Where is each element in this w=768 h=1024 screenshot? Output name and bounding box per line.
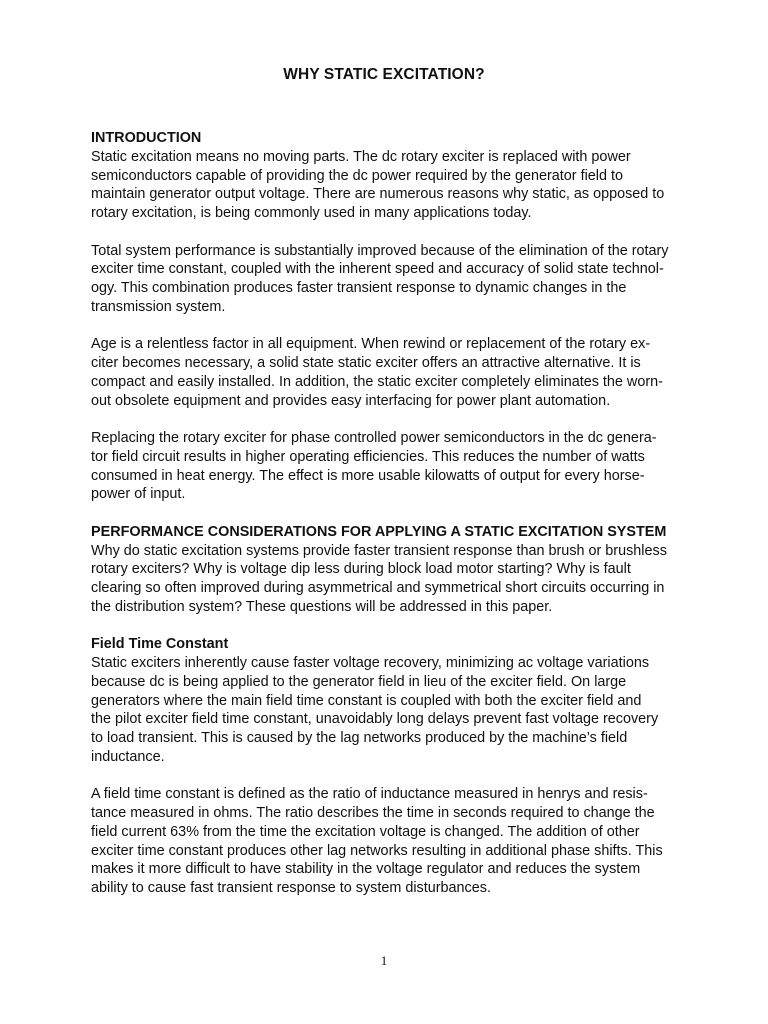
document-body: [91, 129, 703, 917]
section-heading: Field Time Constant: [91, 636, 229, 653]
text-line: A field time constant is defined as the ratio of inductance measured in henrys and resis-: [91, 786, 648, 803]
text-line: Why do static excitation systems provide faster transient response than brush or brushless: [91, 542, 667, 559]
text-line: field current 63% from the time the excitation voltage is changed. The addition of other: [91, 823, 640, 840]
document-title: WHY STATIC EXCITATION?: [283, 66, 485, 83]
text-line: Static excitation means no moving parts. The dc rotary exciter is replaced with power: [91, 148, 631, 165]
text-line: generators where the main field time constant is coupled with both the exciter field and: [91, 692, 642, 709]
text-line: Total system performance is substantially improved because of the elimination of the rotary: [91, 242, 669, 259]
text-line: clearing so often improved during asymmetrical and symmetrical short circuits occurring in: [91, 580, 665, 596]
paragraph: [91, 542, 703, 617]
text-line: tance measured in ohms. The ratio describes the time in seconds required to change the: [91, 805, 655, 821]
text-line: citer becomes necessary, a solid state static exciter offers an attractive alternative. It is: [91, 355, 641, 371]
paragraph: [91, 242, 703, 317]
text-line: consumed in heat energy. The effect is more usable kilowatts of output for every horse-: [91, 467, 645, 484]
text-line: compact and easily installed. In addition, the static exciter completely eliminates the worn-: [91, 373, 663, 390]
text-line: makes it more difficult to have stability in the voltage regulator and reduces the system: [91, 861, 641, 878]
page-number: 1: [380, 953, 388, 968]
text-line: inductance.: [91, 748, 165, 765]
section-field-time-constant: [91, 635, 703, 898]
paragraph: [91, 429, 703, 504]
text-line: to load transient. This is caused by the lag networks produced by the machine’s field: [91, 730, 628, 746]
section-heading: PERFORMANCE CONSIDERATIONS FOR APPLYING A STATIC EXCITATION SYSTEM: [91, 523, 667, 540]
text-line: transmission system.: [91, 298, 226, 315]
text-line: exciter time constant, coupled with the inherent speed and accuracy of solid state technol-: [91, 261, 664, 278]
text-line: rotary excitation, is being commonly used in many applications today.: [91, 205, 532, 221]
text-line: Replacing the rotary exciter for phase controlled power semiconductors in the dc genera-: [91, 430, 657, 446]
text-line: the distribution system? These questions will be addressed in this paper.: [91, 598, 553, 615]
text-line: out obsolete equipment and provides easy interfacing for power plant automation.: [91, 392, 611, 409]
text-line: ability to cause fast transient response to system disturbances.: [91, 880, 491, 896]
text-line: tor field circuit results in higher operating efficiencies. This reduces the number of watts: [91, 448, 645, 465]
text-line: the pilot exciter field time constant, unavoidably long delays prevent fast voltage recovery: [91, 711, 659, 728]
paragraph: [91, 654, 703, 767]
text-line: rotary exciters? Why is voltage dip less during block load motor starting? Why is fault: [91, 561, 631, 578]
text-line: Age is a relentless factor in all equipment. When rewind or replacement of the rotary ex-: [91, 336, 651, 353]
section-heading: INTRODUCTION: [91, 130, 202, 146]
paragraph: [91, 785, 703, 898]
section-performance-considerations: [91, 523, 703, 617]
text-line: semiconductors capable of providing the dc power required by the generator field to: [91, 167, 623, 184]
paragraph: [91, 335, 703, 410]
text-line: Static exciters inherently cause faster voltage recovery, minimizing ac voltage variations: [91, 655, 650, 671]
paragraph: [91, 148, 703, 223]
text-line: maintain generator output voltage. There are numerous reasons why static, as opposed to: [91, 186, 665, 203]
text-line: ogy. This combination produces faster transient response to dynamic changes in the: [91, 280, 627, 296]
text-line: power of input.: [91, 486, 186, 503]
text-line: exciter time constant produces other lag networks resulting in additional phase shifts. This: [91, 842, 663, 859]
section-introduction: [91, 129, 703, 504]
text-line: because dc is being applied to the generator field in lieu of the exciter field. On large: [91, 673, 627, 690]
